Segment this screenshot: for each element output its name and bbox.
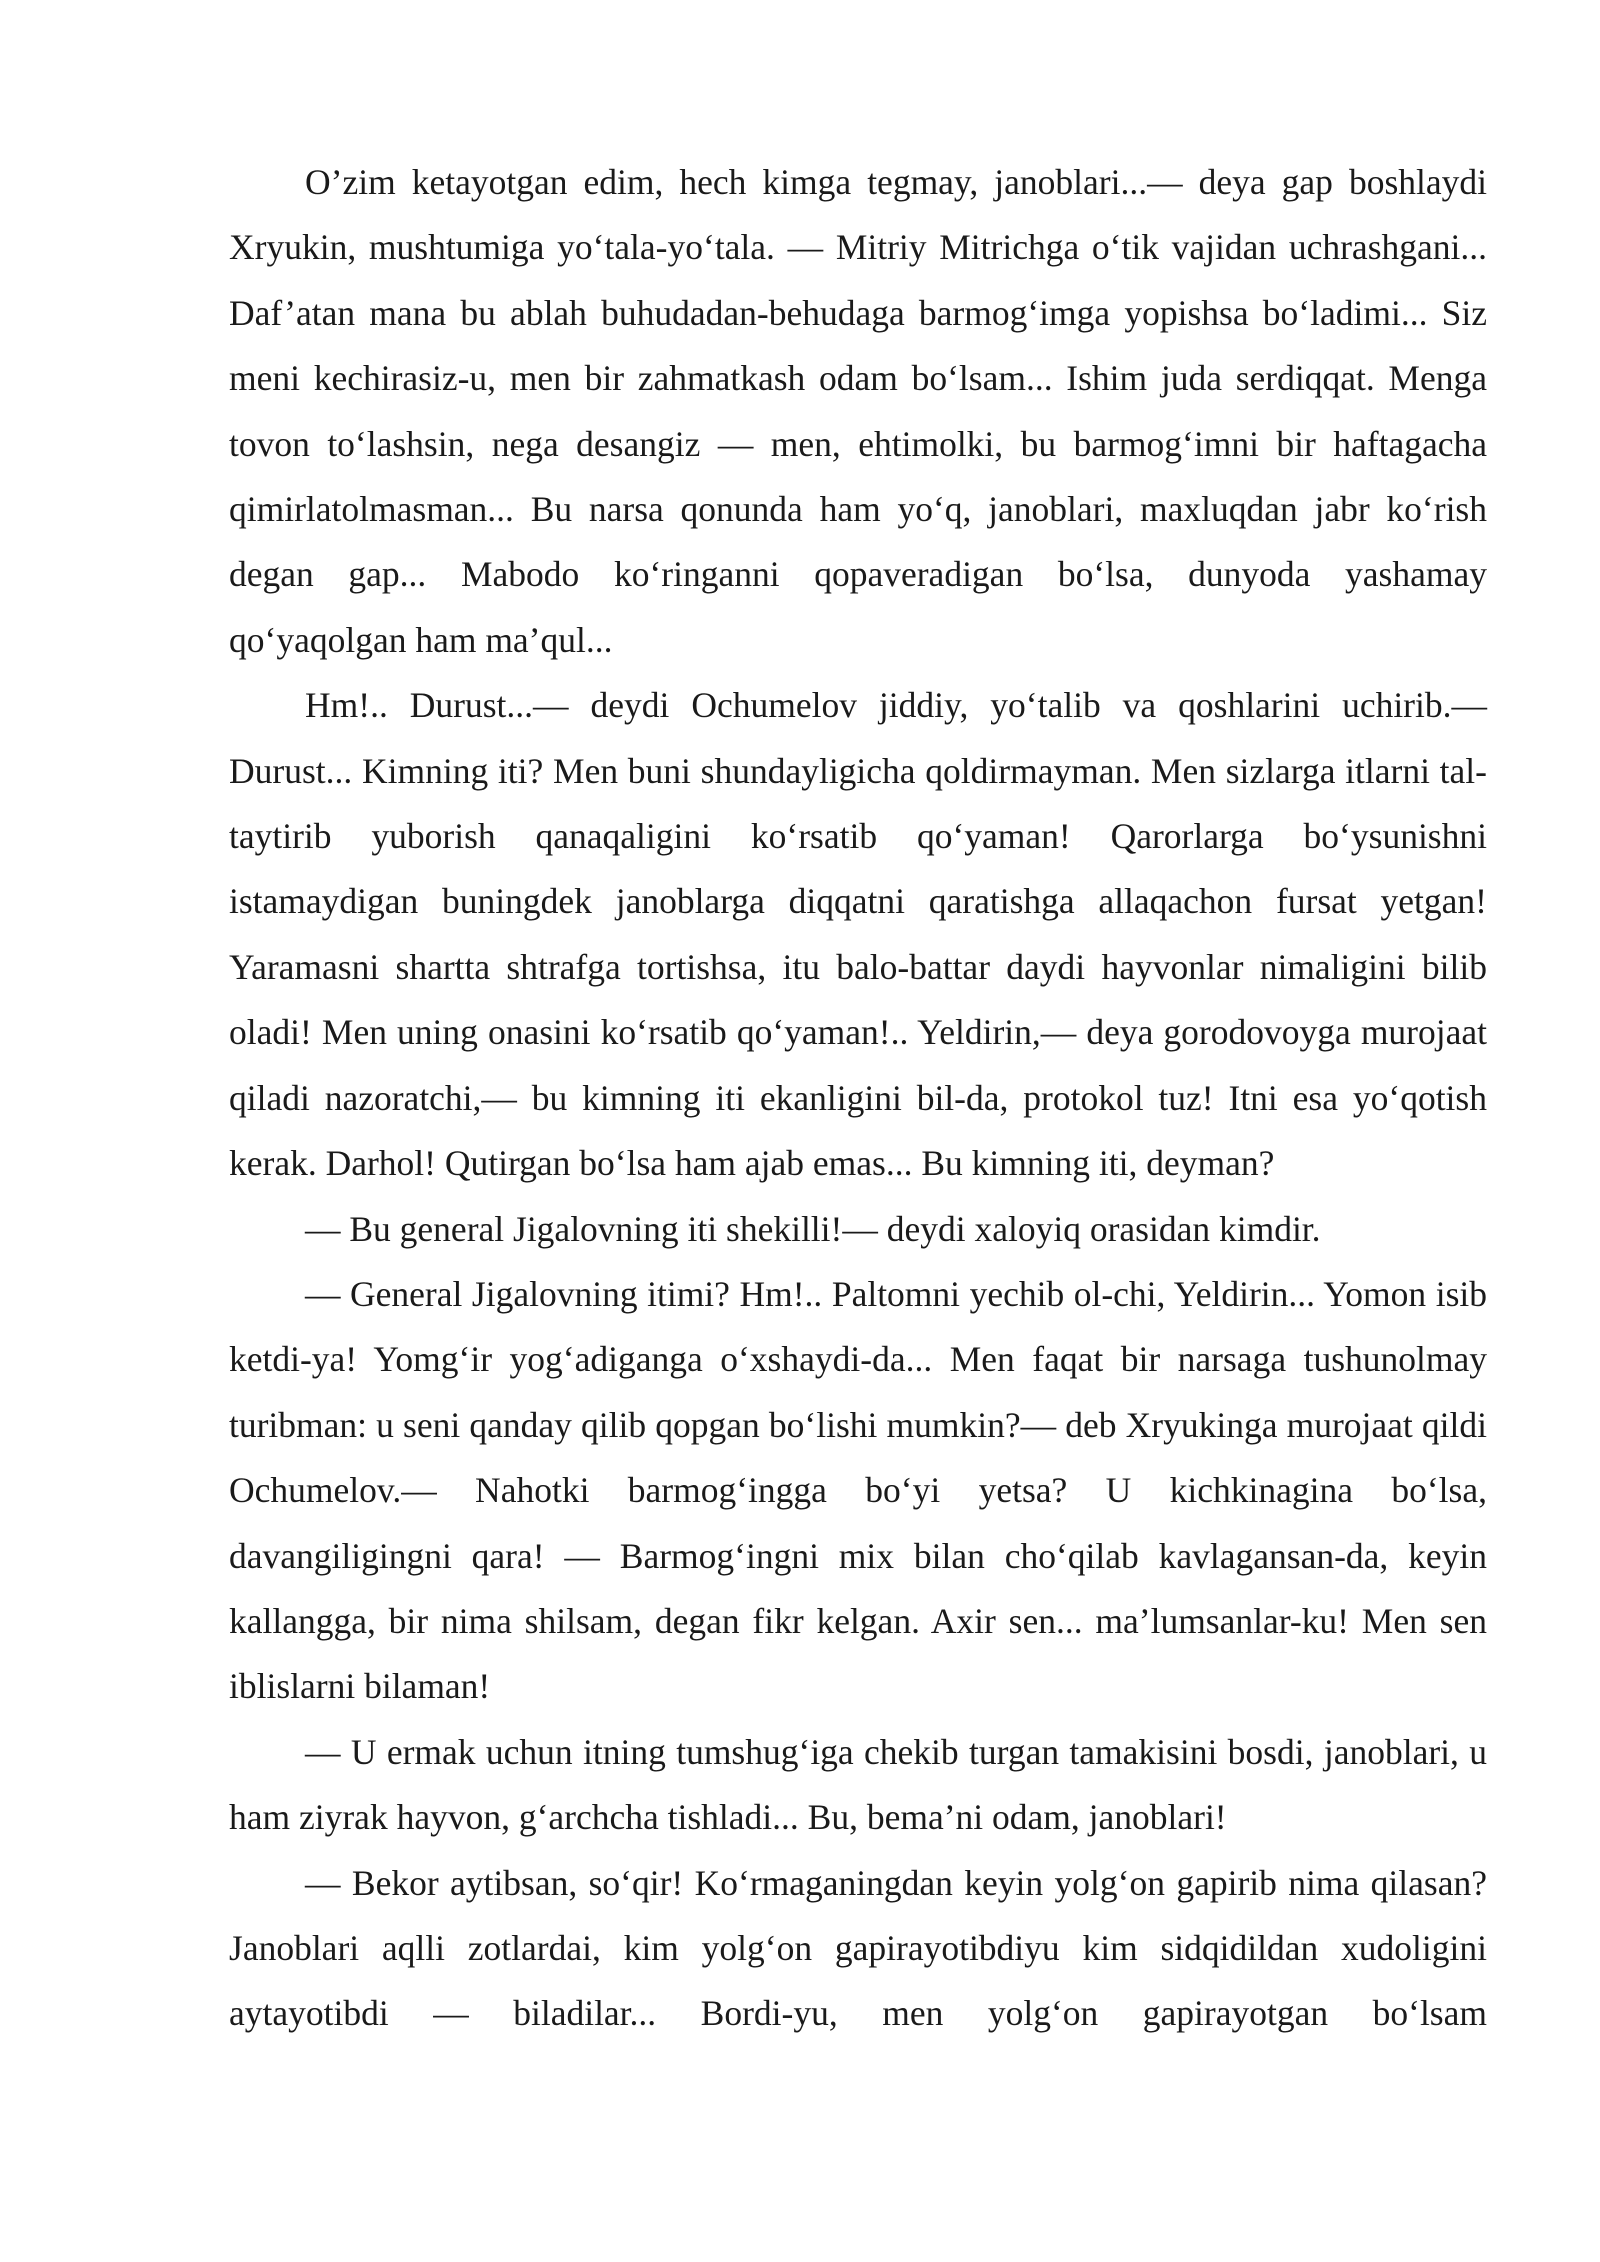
paragraph-2: Hm!.. Durust...— deydi Ochumelov jiddiy, yo‘talib va qoshlarini uchirib.— Durust... Kimning iti? Men buni shundayligicha qoldirmayman. Men sizlarga itlarni tal-taytirib yuborish qanaqaligini ko‘rsatib qo‘yaman! Qarorlarga bo‘ysunishni istamaydigan buningdek janoblarga diqqatni qaratishga allaqachon fursat yetgan! Yaramasni shartta shtrafga tortishsa, itu balo-battar daydi hayvonlar nimaligini bilib oladi! Men uning onasini ko‘rsatib qo‘yaman!.. Yeldirin,— deya gorodovoyga murojaat qiladi nazoratchi,— bu kimning iti ekanligini bil-da, protokol tuz! Itni esa yo‘qotish kerak. Darhol! Qutirgan bo‘lsa ham ajab emas... Bu kimning iti, deyman? bbox=[229, 685, 1487, 1184]
paragraph-4: — General Jigalovning itimi? Hm!.. Paltomni yechib ol-chi, Yeldirin... Yomon isib ketdi-ya! Yomg‘ir yog‘adiganga o‘xshaydi-da... Men faqat bir narsaga tushunolmay turibman: u seni qanday qilib qopgan bo‘lishi mumkin?— deb Xryukinga murojaat qildi Ochumelov.— Nahotki barmog‘ingga bo‘yi yetsa? U kichkinagina bo‘lsa, davangiligingni qara! — Barmog‘ingni mix bilan cho‘qilab kavlagansan-da, keyin kallangga, bir nima shilsam, degan fikr kelgan. Axir sen... ma’lumsanlar-ku! Men sen iblislarni bilaman! bbox=[229, 1273, 1487, 1707]
paragraph-6: — Bekor aytibsan, so‘qir! Ko‘rmaganingdan keyin yolg‘on gapirib nima qilasan? Janoblari aqlli zotlardai, kim yolg‘on gapirayotibdiyu kim sidqidildan xudoligini aytayotibdi — biladilar... Bordi-yu, men yolg‘on gapirayotgan bo‘lsam bbox=[229, 1862, 1487, 2034]
document-page bbox=[229, 150, 1487, 2047]
paragraph-3: — Bu general Jigalovning iti shekilli!— deydi xaloyiq orasidan kimdir. bbox=[305, 1208, 1321, 1249]
paragraph-1: O’zim ketayotgan edim, hech kimga tegmay, janoblari...— deya gap boshlaydi Xryukin, mushtumiga yo‘tala-yo‘tala. — Mitriy Mitrichga o‘tik vajidan uchrashgani... Daf’atan mana bu ablah buhudadan-behudaga barmog‘imga yopishsa bo‘ladimi... Siz meni kechirasiz-u, men bir zahmatkash odam bo‘lsam... Ishim juda serdiqqat. Menga tovon to‘lashsin, nega desangiz — men, ehtimolki, bu barmog‘imni bir haftagacha qimirlatolmasman... Bu narsa qonunda ham yo‘q, janoblari, maxluqdan jabr ko‘rish degan gap... Mabodo ko‘ringanni qopaveradigan bo‘lsa, dunyoda yashamay qo‘yaqolgan ham ma’qul... bbox=[229, 162, 1487, 660]
paragraph-5: — U ermak uchun itning tumshug‘iga chekib turgan tamakisini bosdi, janoblari, u ham ziyrak hayvon, g‘archcha tishladi... Bu, bema’ni odam, janoblari! bbox=[229, 1731, 1487, 1838]
